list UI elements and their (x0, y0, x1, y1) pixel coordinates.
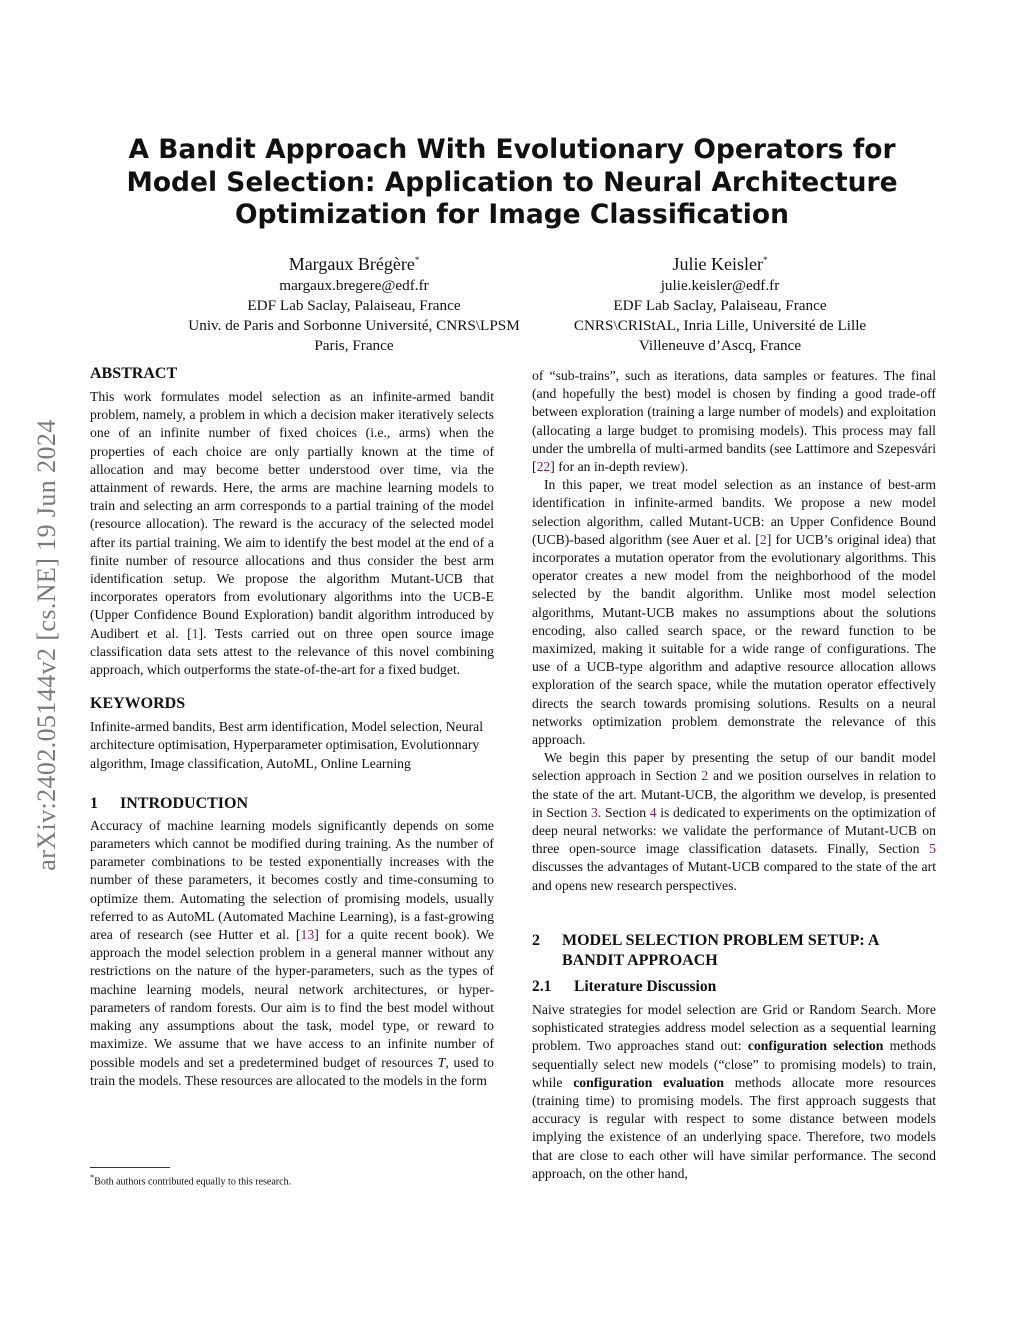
body-paragraph: In this paper, we treat model selection as an instance of best-arm identification in infinite-armed bandits. We propose a new model selection algorithm, called Mutant-UCB: an Upper Confidence Bound (UCB)-based algorithm (see Auer et al. [2] for UCB’s original idea) that incorporates a mutation operator from the evolutionary algorithms. This operator creates a new model from the neighborhood of the model selected by the bandit algorithm. Unlike most model selection algorithms, Mutant-UCB makes no assumptions about the solutions encoding, also called search space, or the reward function to be maximized, making it suitable for a wide range of configurations. The use of a UCB-type algorithm and adaptive resource allocation allows exploration of the search space, while the mutation operator effectively directs the search towards promising solutions. Results on a neural networks optimization problem demonstrate the relevance of this approach. (532, 477, 936, 748)
author-affiliation: Villeneuve d’Ascq, France (638, 337, 802, 354)
citation-link[interactable]: 2 (759, 531, 767, 547)
author-block-2 (530, 248, 910, 356)
right-column (532, 367, 936, 1183)
citation-link[interactable]: 1 (191, 625, 199, 641)
citation-link[interactable]: 13 (300, 927, 315, 943)
abstract-text: This work formulates model selection as an infinite-armed bandit problem, namely, a problem in which a decision maker iteratively selects one of an infinite number of fixed choices (i.e., arms) when the properties of each choice are only partially known at the time of allocation and may become better understood over time, via the attainment of rewards. Here, the arms are machine learning models to train and selecting an arm corresponds to a partial training of the model (resource allocation). The reward is the accuracy of the selected model after its partial training. We aim to identify the best model at the end of a finite number of resource allocations and thus consider the best arm identification setup. We propose the algorithm Mutant-UCB that incorporates operators from evolutionary algorithms into the UCB-E (Upper Confidence Bound Exploration) bandit algorithm introduced by Audibert et al. [1]. Tests carried out on three open source image classification data sets attest to the relevance of this novel combining approach, which outperforms the state-of-the-art for a fixed budget. (90, 389, 494, 678)
left-column (90, 364, 494, 1090)
citation-link[interactable]: 22 (536, 459, 551, 475)
author-affiliation: Univ. de Paris and Sorbonne Université, CNRS\LPSM (188, 317, 520, 334)
author-affiliation: CNRS\CRIStAL, Inria Lille, Université de Lille (573, 317, 867, 334)
section-ref-link[interactable]: 2 (701, 768, 709, 784)
section-heading-introduction: 1 INTRODUCTION (90, 794, 249, 812)
author-name: Julie Keisler* (672, 254, 768, 274)
author-block-1 (164, 248, 544, 356)
keywords-heading: KEYWORDS (90, 695, 186, 713)
subsection-heading-literature: 2.1 Literature Discussion (532, 977, 717, 995)
footnote-rule (90, 1167, 170, 1168)
author-affiliation: EDF Lab Saclay, Palaiseau, France (613, 297, 827, 314)
keywords-text: Infinite-armed bandits, Best arm identification, Model selection, Neural architecture optimisation, Hyperparameter optimisation, Evolutionnary algorithm, Image classification, AutoML, Online Learning (90, 719, 484, 771)
section-ref-link[interactable]: 3 (591, 804, 598, 820)
body-paragraph: of “sub-trains”, such as iterations, data samples or features. The final (and hopefully the best) model is chosen by finding a good trade-off between exploration (training a large number of models) and exploitation (allocating a large budget to promising models). This process may fall under the umbrella of multi-armed bandits (see Lattimore and Szepesvári [22] for an in-depth review). (532, 368, 936, 475)
author-affiliation: Paris, France (314, 337, 394, 354)
footnote: *Both authors contributed equally to this research. (90, 1173, 292, 1188)
author-email[interactable]: margaux.bregere@edf.fr (279, 277, 429, 294)
body-paragraph: Naive strategies for model selection are Grid or Random Search. More sophisticated strategies address model selection as a sequential learning problem. Two approaches stand out: configuration selection methods sequentially select new models (“close” to promising models) to train, while configuration evaluation methods allocate more resources (training time) to promising models. The first approach suggests that accuracy is regular with respect to some distance between models implying the existence of an underlying space. Therefore, two models that are close to each other will have similar performance. The second approach, on the other hand, (532, 1001, 936, 1181)
intro-paragraph: Accuracy of machine learning models significantly depends on some parameters which cannot be modified during training. As the number of parameter combinations to be tested exponentially increases with the number of these parameters, it becomes costly and time-consuming to optimize them. Automating the selection of promising models, usually referred to as AutoML (Automated Machine Learning), is a fast-growing area of research (see Hutter et al. [13] for a quite recent book). We approach the model selection problem in a general manner without any restrictions on the nature of the hyper-parameters, such as the types of machine learning models, neural network architectures, or hyper-parameters of random forests. Our aim is to find the best model without making any assumptions about the task, model type, or reward to maximize. We assume that we have access to an infinite number of possible models and set a predetermined budget of resources T, used to train the models. These resources are allocated to the models in the form (90, 817, 494, 1088)
arxiv-identifier: arXiv:2402.05144v2 [cs.NE] 19 Jun 2024 (32, 419, 61, 871)
author-name: Margaux Brégère* (288, 254, 420, 274)
author-affiliation: EDF Lab Saclay, Palaiseau, France (247, 297, 461, 314)
body-paragraph: We begin this paper by presenting the setup of our bandit model selection approach in Section 2 and we position ourselves in relation to the state of the art. Mutant-UCB, the algorithm we develop, is presented in Section 3. Section 4 is dedicated to experiments on the optimization of deep neural networks: we validate the performance of Mutant-UCB on three open-source image classification datasets. Finally, Section 5 discusses the advantages of Mutant-UCB compared to the state of the art and opens new research perspectives. (532, 750, 937, 893)
abstract-heading: ABSTRACT (90, 365, 178, 382)
author-email[interactable]: julie.keisler@edf.fr (660, 277, 780, 294)
section-heading-model-selection: 2 MODEL SELECTION PROBLEM SETUP: A BANDIT APPROACH (532, 931, 880, 969)
section-ref-link[interactable]: 4 (649, 804, 657, 820)
paper-title: A Bandit Approach With Evolutionary Operators for Model Selection: Application to Neural Architecture Optimization for Image Classification (126, 134, 898, 230)
section-ref-link[interactable]: 5 (929, 841, 936, 857)
